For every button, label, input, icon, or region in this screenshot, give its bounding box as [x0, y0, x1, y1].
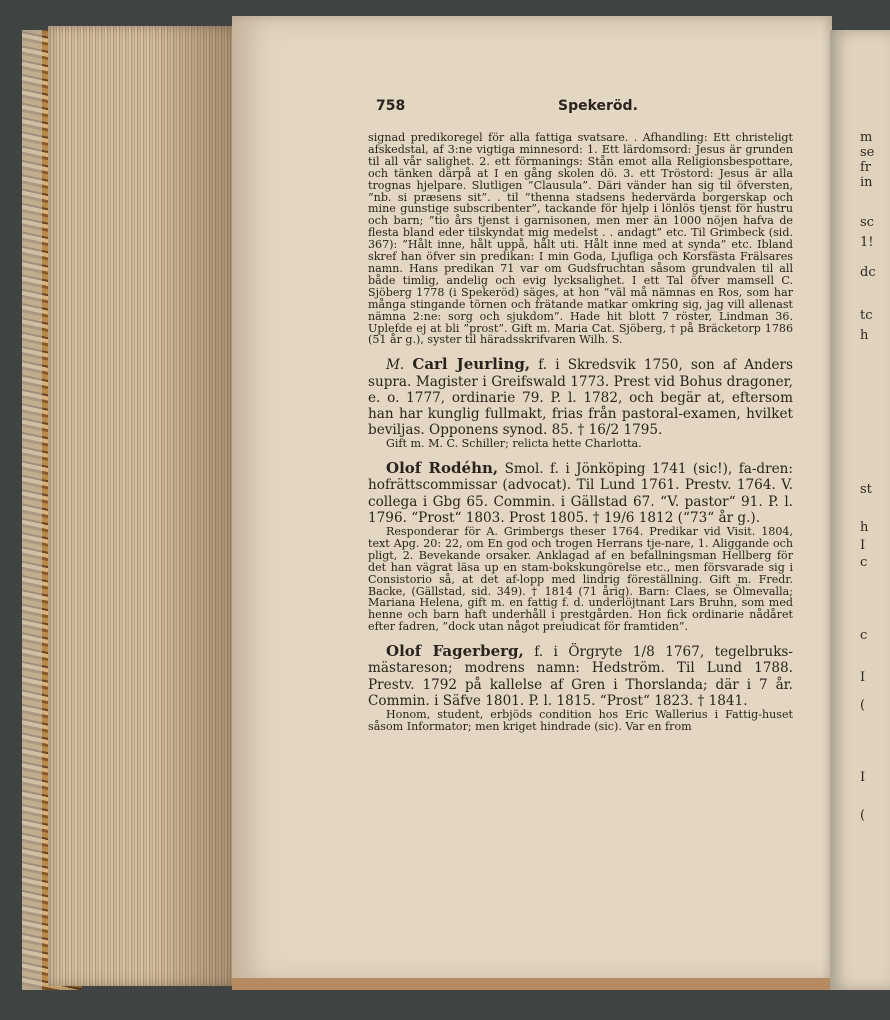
next-page-fragment: m: [860, 130, 873, 145]
next-page-fragment: I: [860, 770, 866, 785]
entry-main-text: [368, 460, 793, 526]
next-page-fragment: tc: [860, 308, 873, 323]
next-page-fragment: c: [860, 628, 868, 643]
entry-marriage-note: Gift m. M. C. Schiller; relicta hette Charlotta.: [386, 437, 642, 451]
next-page-fragment: I: [860, 670, 866, 685]
continuation-paragraph: signad predikoregel för alla fattiga svatsare. . Afhandling: Ett christeligt afskedstal, af 3:ne vigtiga minnesord: 1. Ett lärdomsord: Jesus är grunden til all vår salighet. 2. ett förmanings: Stån emot alla Religionsbespottare, och tänken därpå at I en gång skolen dö. 3. ett Tröstord: Jesus är alla trognas hjelpare. Slutligen ”Clausula”. Däri vänder han sig til öfversten, ”nb. si præsens sit”. . til ”thenna stadsens hedervärda borgerskap och mine gunstige subscribenter”, tackande för hjelp i lönlös tjenst för hustru och barn; ”tio års tjenst i garnisonen, men mer än 1000 nöjen hafva de flesta bland eder tilskyndat mig medelst . . andagt” etc. Til Grimbeck (sid. 367): ”Hålt inne, hålt uppå, hålt uti. Hålt inne med at synda” etc. Ibland skref han öfver sin predikan: I min Goda, Ljufliga och Korsfästa Frälsares namn. Hans predikan 71 var om Gudsfruchtan såsom grundvalen til all både timlig, andelig och evig lycksalighet. I ett Tal öfver mamsell C. Sjöberg 1778 (i Spekeröd) säges, at hon ”väl må nämnas en Ros, som har många stingande törnen och frätande matkar omkring sig, jag vill allenast nämna 2:ne: sorg och sjukdom”. Hade hit blott 7 röster, Lindman 36. Uplefde ej at bli ”prost”. Gift m. Maria Cat. Sjöberg, † på Bräcketorp 1786 (51 år g.), syster til häradsskrifvaren Wilh. S.: [368, 131, 793, 347]
entry-main-text: [368, 643, 793, 709]
entry-note: Honom, student, erbjöds condition hos Eric Wallerius i Fattig-huset såsom Informator; men kriget hindrade (sic). Var en from: [368, 708, 793, 733]
page-bottom-edge: [232, 978, 832, 990]
entry-note: Responderar för A. Grimbergs theser 1764. Predikar vid Visit. 1804, text Apg. 20: 22, om En god och trogen Herrans tje-nare, 1. Aliggande och pligt, 2. Bevekande orsaker. Anklagad af en befallningsman Hellberg för det han vägrat läsa up en stam-bokskungörelse etc., men försvarade sig i Consistorio så, at det af-lopp med lindrig föreställning. Gift m. Fredr. Backe, (Gällstad, sid. 349). † 1814 (71 årig). Barn: Claes, se Ölmevalla; Mariana Helena, gift m. en fattig f. d. underlöjtnant Lars Bruhn, som med henne och barn haft underhåll i prestgården. Hon fick ordinarie nådåret efter fadren, ”dock utan något preiudicat för framtiden”.: [368, 525, 793, 634]
entry-name: Carl Jeurling,: [412, 355, 531, 374]
next-page-fragment: se: [860, 145, 875, 160]
next-page-fragment: h: [860, 520, 869, 535]
next-page-fragment: sc: [860, 215, 874, 230]
page-text: [368, 98, 793, 733]
next-page-fragment: (: [860, 808, 866, 823]
entry-carl-jeurling: [368, 356, 793, 450]
next-page-fragment: I: [860, 538, 866, 553]
entry-name: Olof Rodéhn,: [386, 459, 499, 478]
next-page-fragment: c: [860, 555, 868, 570]
next-page-fragment: fr: [860, 160, 872, 175]
entry-name: Olof Fagerberg,: [386, 642, 524, 661]
next-page-edge: [830, 30, 890, 990]
running-header: [368, 98, 793, 120]
page-edges-shadow: [150, 26, 243, 986]
page-number: 758: [376, 98, 406, 114]
next-page-fragment: dc: [860, 265, 876, 280]
entry-olof-rodehn: [368, 460, 793, 633]
entry-body: Smol. f. i Jönköping 1741 (sic!), fa-dren: hofrättscommissar (advocat). Til Lund 1761. Prestv. 1764. V. collega i Gbg 65. Commin. i Gällstad 67. “V. pastor“ 91. P. l. 1796. “Prost“ 1803. Prost 1805. † 19/6 1812 (“73“ år g.).: [368, 461, 794, 526]
entry-prefix: M.: [386, 357, 405, 374]
next-page-fragment: st: [860, 482, 872, 497]
book-cover-edge: [22, 30, 42, 990]
entry-body: f. i Örgryte 1/8 1767, tegelbruks-mästareson; modrens namn: Hedström. Til Lund 1788. Prestv. 1792 på kallelse af Gren i Thorslanda; där i 7 år. Commin. i Säfve 1801. P. l. 1815. “Prost“ 1823. † 1841.: [368, 644, 793, 709]
next-page-fragment: in: [860, 175, 873, 190]
next-page-fragment: (: [860, 698, 866, 713]
entry-olof-fagerberg: [368, 643, 793, 733]
page-title: Spekeröd.: [558, 98, 638, 114]
next-page-fragment: h: [860, 328, 869, 343]
next-page-fragment: 1!: [860, 235, 874, 250]
entry-body: f. i Skredsvik 1750, son af Anders supra. Magister i Greifswald 1773. Prest vid Bohus dragoner, e. o. 1777, ordinarie 79. P. l. 1782, och begär at, eftersom han har kunglig fullmakt, frias från pastoral-examen, hvilket beviljas. Opponens synod. 85. † 16/2 1795.: [368, 357, 793, 439]
entry-main-text: [368, 356, 793, 438]
